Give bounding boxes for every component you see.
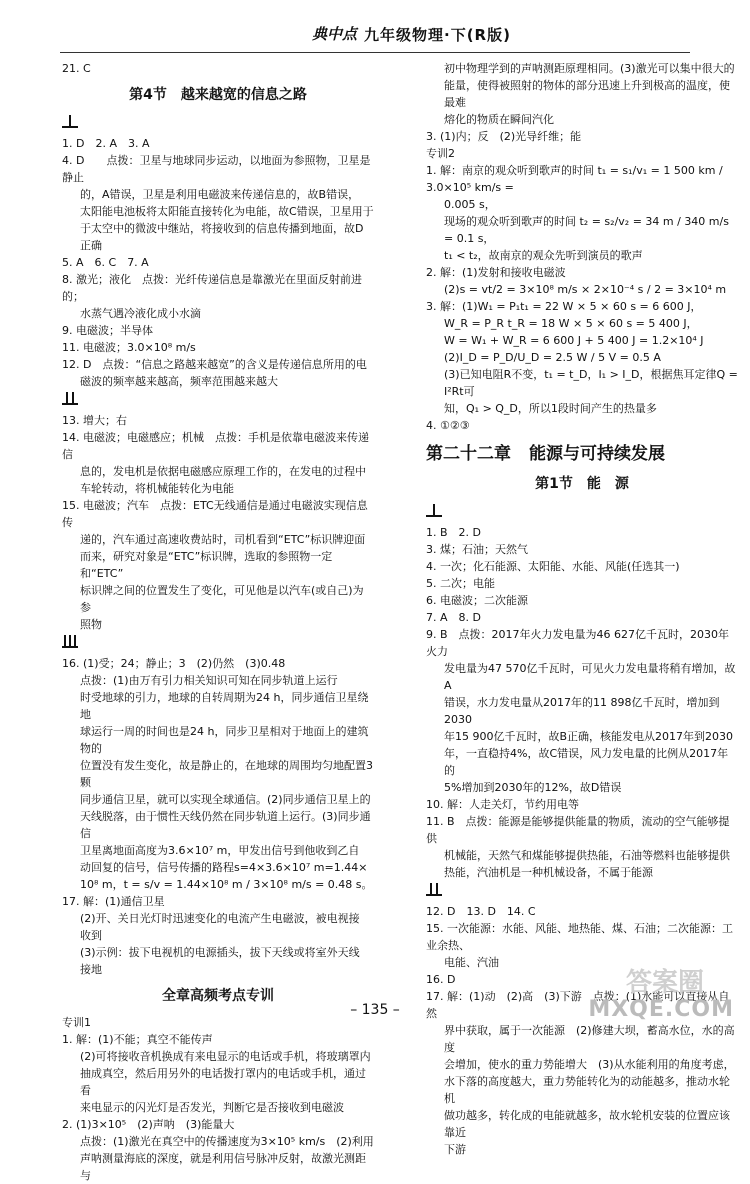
answer-line: 的，A错误，卫星是利用电磁波来传递信息的，故B错误， — [80, 188, 360, 201]
drill-label: 专训1 — [62, 1016, 91, 1029]
answer-line: 下游 — [444, 1143, 466, 1156]
answer-line: 界中获取，属于一次能源 (2)修建大坝，蓄高水位，水的高度 — [444, 1024, 735, 1054]
answer-line: 4. ①②③ — [426, 419, 470, 432]
answer-line: 热能，汽油机是一种机械设备，不属于能源 — [444, 866, 653, 879]
answer-line: 做功越多，转化成的电能就越多，故水轮机安装的位置应该靠近 — [444, 1109, 730, 1139]
book-logo: 典中点 — [312, 25, 358, 43]
level-1-icon — [62, 115, 78, 128]
header-rule — [60, 52, 690, 53]
section-heading: 第1节 能 源 — [535, 476, 629, 492]
level-2-icon — [426, 883, 442, 896]
answer-line: (3)已知电阻R不变，t₁ = t_D，I₁ > I_D，根据焦耳定律Q = I²Rt可 — [444, 368, 738, 398]
drill-label: 专训2 — [426, 147, 455, 160]
answer-line: 3. (1)内；反 (2)光导纤维；能 — [426, 130, 582, 143]
answer-line: 球运行一周的时间也是24 h，同步卫星相对于地面上的建筑物的 — [80, 725, 369, 755]
answer-line: 5%增加到2030年的12%，故D错误 — [444, 781, 622, 794]
answer-line: 1. B 2. D — [426, 526, 481, 539]
answer-line: 12. D 13. D 14. C — [426, 905, 536, 918]
answer-line: 13. 增大；右 — [62, 414, 127, 427]
answer-line: 1. 解：南京的观众听到歌声的时间 t₁ = s₁/v₁ = 1 500 km / 3.0×10⁵ km/s = — [426, 164, 723, 194]
answer-line: 而来，研究对象是“ETC”标识牌，选取的参照物一定和“ETC” — [80, 550, 333, 580]
answer-line: 1. 解：(1)不能；真空不能传声 — [62, 1033, 213, 1046]
answer-line: 2. 解：(1)发射和接收电磁波 — [426, 266, 566, 279]
answer-line: 位置没有发生变化，故是静止的，在地球的周围均匀地配置3颗 — [80, 759, 373, 789]
answer-line: 现场的观众听到歌声的时间 t₂ = s₂/v₂ = 34 m / 340 m/s = 0.1 s， — [444, 215, 729, 245]
answer-line: 1. D 2. A 3. A — [62, 137, 150, 150]
answer-line: 4. 一次；化石能源、太阳能、水能、风能(任选其一) — [426, 560, 680, 573]
answer-line: 初中物理学到的声呐测距原理相同。(3)激光可以集中很大的 — [444, 62, 735, 75]
answer-line: 11. B 点拨：能源是能够提供能量的物质，流动的空气能够提供 — [426, 815, 730, 845]
answer-line: 5. A 6. C 7. A — [62, 256, 149, 269]
answer-line: (3)示例：拔下电视机的电源插头，拔下天线或将室外天线 — [80, 946, 360, 959]
answer-line: 卫星离地面高度为3.6×10⁷ m，甲发出信号到他收到乙自 — [80, 844, 360, 857]
answer-line: 8. 激光；液化 点拨：光纤传递信息是靠激光在里面反射前进的； — [62, 273, 362, 303]
answer-line: 能量，使得被照射的物体的部分迅速上升到极高的温度，使最难 — [444, 79, 730, 109]
answer-line: W = W₁ + W_R = 6 600 J + 5 400 J = 1.2×10⁴ J — [444, 334, 704, 347]
level-3-icon — [62, 635, 78, 648]
answer-line: 10. 解：人走关灯，节约用电等 — [426, 798, 579, 811]
page-header — [0, 0, 750, 54]
answer-line: 息的，发电机是依据电磁感应原理工作的，在发电的过程中 — [80, 465, 366, 478]
answer-line: 照物 — [80, 618, 102, 631]
level-1-icon — [426, 504, 442, 517]
answer-line: 3. 解：(1)W₁ = P₁t₁ = 22 W × 5 × 60 s = 6 600 J， — [426, 300, 702, 313]
answer-line: 错误，水力发电量从2017年的11 898亿千瓦时，增加到2030 — [444, 696, 720, 726]
answer-line: 电能、汽油 — [444, 956, 499, 969]
answer-line: 点拨：(1)激光在真空中的传播速度为3×10⁵ km/s (2)利用 — [80, 1135, 374, 1148]
answer-line: 发电量为47 570亿千瓦时，可见火力发电量将稍有增加，故A — [444, 662, 736, 692]
answer-line: 3. 煤；石油；天然气 — [426, 543, 528, 556]
answer-line: 同步通信卫星，就可以实现全球通信。(2)同步通信卫星上的 — [80, 793, 371, 806]
answer-line: 接地 — [80, 963, 102, 976]
answer-line: 7. A 8. D — [426, 611, 481, 624]
answer-line: 水蒸气遇冷液化成小水滴 — [80, 307, 201, 320]
answer-line: 9. B 点拨：2017年火力发电量为46 627亿千瓦时，2030年火力 — [426, 628, 730, 658]
section-heading: 第4节 越来越宽的信息之路 — [129, 87, 307, 103]
answer-line: (2)开、关日光灯时迅速变化的电流产生电磁波，被电视接 — [80, 912, 360, 925]
answer-line: 天线脱落，由于惯性天线仍然在同步轨道上运行。(3)同步通信 — [80, 810, 371, 840]
answer-line: 9. 电磁波；半导体 — [62, 324, 153, 337]
chapter-title: 能源与可持续发展 — [529, 444, 665, 464]
answer-line: 来电显示的闪光灯是否发光，判断它是否接收到电磁波 — [80, 1101, 344, 1114]
answer-line: 熔化的物质在瞬间汽化 — [444, 113, 554, 126]
answer-line: 年15 900亿千瓦时，故B正确，核能发电从2017年到2030 — [444, 730, 734, 743]
answer-line: 时受地球的引力，地球的自转周期为24 h，同步通信卫星绕地 — [80, 691, 369, 721]
answer-line: 正确 — [80, 239, 102, 252]
answer-line: t₁ < t₂，故南京的观众先听到演员的歌声 — [444, 249, 643, 262]
watermark-logo: 答案圈 — [625, 968, 704, 998]
section-heading: 全章高频考点专训 — [162, 988, 274, 1004]
answer-line: 会增加，使水的重力势能增大 (3)从水能利用的角度考虑， — [444, 1058, 735, 1071]
answer-line: 4. D 点拨：卫星与地球同步运动，以地面为参照物，卫星是静止 — [62, 154, 371, 184]
answer-line: 12. D 点拨：“信息之路越来越宽”的含义是传递信息所用的电 — [62, 358, 367, 371]
answer-line: 14. 电磁波；电磁感应；机械 点拨：手机是依靠电磁波来传递信 — [62, 431, 369, 461]
answer-line: 动回复的信号，信号传播的路程s=4×3.6×10⁷ m=1.44× — [80, 861, 368, 874]
answer-line: 2. (1)3×10⁵ (2)声呐 (3)能量大 — [62, 1118, 235, 1131]
answer-line: 16. D — [426, 973, 456, 986]
answer-line: 21. C — [62, 62, 91, 75]
chapter-number: 第二十二章 — [426, 444, 511, 464]
answer-line: 16. (1)受；24；静止；3 (2)仍然 (3)0.48 — [62, 657, 286, 670]
answer-line: 车轮转动，将机械能转化为电能 — [80, 482, 234, 495]
level-2-icon — [62, 392, 78, 405]
answer-line: 磁波的频率越来越高，频率范围越来越大 — [80, 375, 278, 388]
answer-line: 5. 二次；电能 — [426, 577, 495, 590]
chapter-heading — [426, 442, 738, 466]
page-number: – 135 – — [350, 1002, 400, 1018]
answer-line: (2)s = vt/2 = 3×10⁸ m/s × 2×10⁻⁴ s / 2 = 3×10⁴ m — [444, 283, 727, 296]
answer-line: 6. 电磁波；二次能源 — [426, 594, 528, 607]
answer-line: 机械能，天然气和煤能够提供热能，石油等燃料也能够提供 — [444, 849, 730, 862]
answer-line: 0.005 s， — [444, 198, 496, 211]
answer-line: 15. 一次能源：水能、风能、地热能、煤、石油；二次能源：工业余热、 — [426, 922, 733, 952]
answer-line: W_R = P_R t_R = 18 W × 5 × 60 s = 5 400 J， — [444, 317, 698, 330]
answer-line: 10⁸ m，t = s/v = 1.44×10⁸ m / 3×10⁸ m/s = 0.48 s。 — [80, 878, 373, 891]
book-title: 九年级物理·下(R版) — [364, 26, 511, 44]
answer-line: 年，一直稳持4%，故C错误，风力发电量的比例从2017年的 — [444, 747, 729, 777]
answer-line: 水下落的高度越大，重力势能转化为的动能越多，推动水轮机 — [444, 1075, 730, 1105]
answer-line: 递的，汽车通过高速收费站时，司机看到“ETC”标识牌迎面 — [80, 533, 366, 546]
answer-line: 于太空中的微波中继站，将接收到的信息传播到地面，故D — [80, 222, 364, 235]
answer-line: 点拨：(1)由万有引力相关知识可知在同步轨道上运行 — [80, 674, 338, 687]
answer-line: 知，Q₁ > Q_D，所以1段时间产生的热量多 — [444, 402, 657, 415]
answer-line: 太阳能电池板将太阳能直接转化为电能，故C错误，卫星用于 — [80, 205, 374, 218]
answer-line: (2)I_D = P_D/U_D = 2.5 W / 5 V = 0.5 A — [444, 351, 661, 364]
watermark-text: MXQE.COM — [588, 997, 734, 1022]
answer-line: 收到 — [80, 929, 102, 942]
answer-line: 17. 解：(1)动 (2)高 (3)下游 点拨：(1)水能可以直接从自然 — [426, 990, 730, 1020]
answer-line: (2)可将接收音机换成有来电显示的电话或手机，将玻璃罩内 — [80, 1050, 371, 1063]
answer-line: 17. 解：(1)通信卫星 — [62, 895, 165, 908]
answer-line: 抽成真空，然后用另外的电话拨打罩内的电话或手机，通过看 — [80, 1067, 366, 1097]
answer-line: 声呐测量海底的深度，就是利用信号脉冲反射，故激光测距与 — [80, 1152, 366, 1182]
answer-line: 标识牌之间的位置发生了变化，可见他是以汽车(或自己)为参 — [80, 584, 364, 614]
answer-line: 11. 电磁波；3.0×10⁸ m/s — [62, 341, 196, 354]
answer-line: 15. 电磁波；汽车 点拨：ETC无线通信是通过电磁波实现信息传 — [62, 499, 368, 529]
